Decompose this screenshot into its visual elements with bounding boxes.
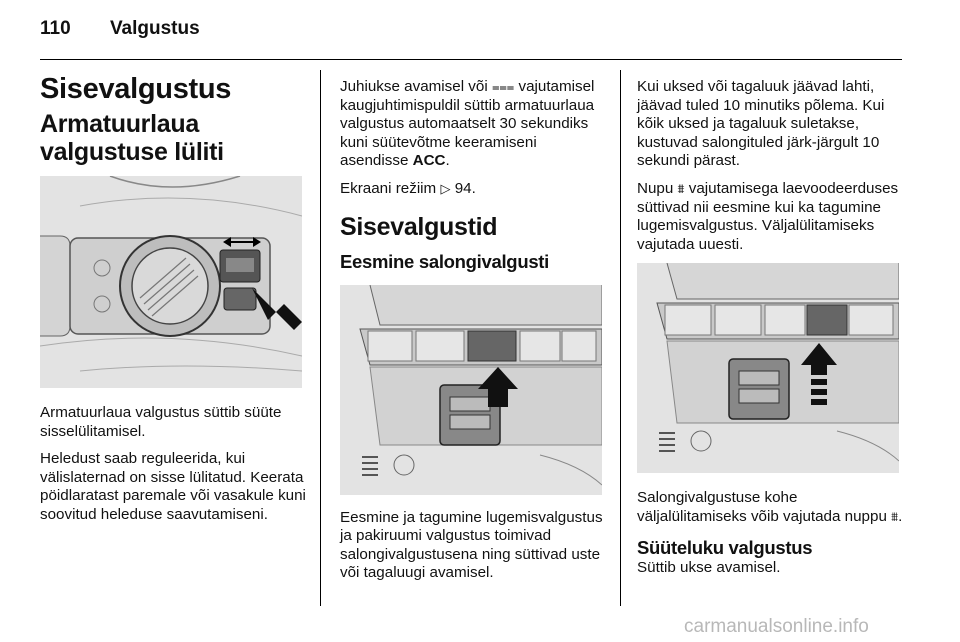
paragraph: Nupu ⩩ vajutamisega laevoodeerduses süttivad nii eesmine kui ka tagumine lugemisvalgustus. Väljalülitamiseks vajutada uuesti.: [637, 179, 899, 253]
dashboard-light-switch-illustration: [40, 176, 302, 388]
front-interior-light-illustration: [340, 285, 602, 495]
subsection-heading: Süüteluku valgustus: [637, 536, 813, 558]
section-title: Valgustus: [109, 18, 200, 39]
paragraph: Kui uksed või tagaluuk jäävad lahti, jäävad tuled 10 minutiks põlema. Kui kõik uksed ja tagaluuk suletakse, kustuvad salongituled järk-järgult 10 sekundi pärast.: [637, 78, 885, 170]
section-heading: Sisevalgustid: [340, 212, 498, 241]
column-divider: [620, 70, 621, 606]
paragraph: Ekraani režiim ▷ 94.: [340, 179, 476, 197]
interior-light-button-illustration: [637, 263, 899, 473]
paragraph: Heledust saab reguleerida, kui välislaternad on sisse lülitatud. Keerata pöidlaratast paremale või vasakule kuni soovitud heleduse saavutamiseni.: [40, 450, 306, 523]
page-header: [40, 18, 200, 40]
page-number: 110: [40, 18, 71, 39]
interior-light-icon: ⩩: [891, 508, 899, 524]
paragraph: Salongivalgustuse kohe väljalülitamiseks võib vajutada nuppu ⩩.: [637, 489, 903, 525]
column-2: [340, 78, 604, 592]
unlock-remote-icon: ⩶: [491, 79, 515, 94]
paragraph: Eesmine ja tagumine lugemisvalgustus ja pakiruumi valgustus toimivad salongivalgustusena ning süttivad uste või tagaluugi avamisel.: [340, 508, 603, 582]
paragraph: Armatuurlaua valgustus süttib süüte sisselülitamisel.: [40, 404, 282, 440]
header-rule: [40, 59, 902, 60]
paragraph: Juhiukse avamisel või ⩶ vajutamisel kaugjuhtimispuldil süttib armatuurlaua valgustus automaatselt 30 sekundiks kuni süütevõtme keeramiseni asendisse ACC.: [340, 78, 595, 170]
column-3: [637, 78, 907, 586]
column-divider: [320, 70, 321, 606]
page-title: Sisevalgustus: [40, 73, 232, 105]
interior-light-icon: ⩩: [677, 180, 685, 196]
subsection-heading: Eesmine salongivalgusti: [340, 250, 550, 272]
watermark: carmanualsonline.info: [684, 616, 869, 637]
paragraph: Süttib ukse avamisel.: [637, 558, 781, 576]
column-1: [40, 72, 308, 534]
page-reference-icon: ▷: [440, 180, 451, 196]
section-heading: Armatuurlaua valgustuse lüliti: [40, 110, 224, 166]
